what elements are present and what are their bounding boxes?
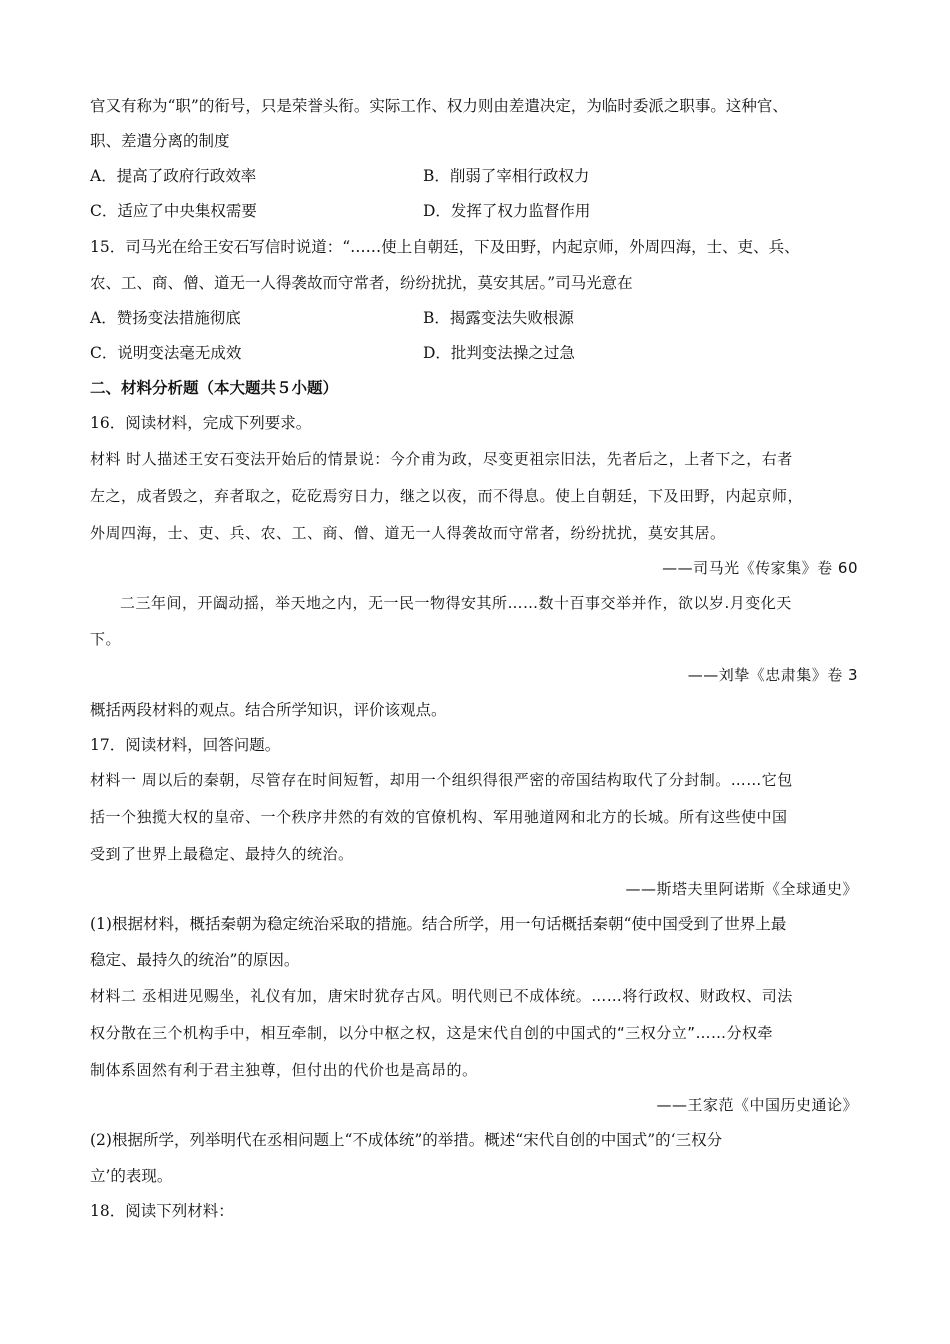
q17-material1-line3: 受到了世界上最稳定、最持久的统治。 <box>90 845 354 863</box>
q15-option-d: D．批判变法操之过急 <box>423 344 575 362</box>
q17-question2-line2: 立’的表现。 <box>90 1167 173 1185</box>
q16-task: 概括两段材料的观点。结合所学知识，评价该观点。 <box>90 701 447 719</box>
q15-option-a: A．赞扬变法措施彻底 <box>90 309 241 327</box>
q15-stem-line2: 农、工、商、僧、道无一人得袭故而守常者，纷纷扰扰，莫安其居。”司马光意在 <box>90 274 633 292</box>
q15-option-b: B．揭露变法失败根源 <box>423 309 574 327</box>
q16-material-line2: 左之，成者毁之，弃者取之，矻矻焉穷日力，继之以夜，而不得息。使上自朝廷，下及田野，内起京师， <box>90 487 804 505</box>
q17-question2-line1: (2)根据所学，列举明代在丞相问题上“不成体统”的举措。概述“宋代自创的中国式”的‘三权分 <box>90 1131 723 1149</box>
q18-stem: 18．阅读下列材料： <box>90 1202 234 1220</box>
q15-option-c: C．说明变法毫无成效 <box>90 344 242 362</box>
q16-material-line1: 材料 时人描述王安石变法开始后的情景说：今介甫为政，尽变更祖宗旧法，先者后之，上者下之，右者 <box>90 450 793 468</box>
q16-material2-line1: 二三年间，开阖动摇，举天地之内，无一民一物得安其所……数十百事交举并作，欲以岁.月变化天 <box>120 594 792 612</box>
q17-material2-line2: 权分散在三个机构手中，相互牵制，以分中枢之权，这是宋代自创的中国式的“三权分立”……分权牵 <box>90 1024 774 1042</box>
q16-source2: ——刘挚《忠肃集》卷 3 <box>687 666 858 684</box>
q17-material2-line1: 材料二 丞相进见赐坐，礼仪有加，唐宋时犹存古风。明代则已不成体统。……将行政权、财政权、司法 <box>90 987 793 1005</box>
q17-source1: ——斯塔夫里阿诺斯《全球通史》 <box>625 880 858 898</box>
q16-material2-line2: 下。 <box>90 630 122 648</box>
q14-option-d: D．发挥了权力监督作用 <box>423 202 591 220</box>
q15-stem-line1: 15．司马光在给王安石写信时说道：“……使上自朝廷，下及田野，内起京师，外周四海，士、吏、兵、 <box>90 238 800 256</box>
q14-stem-line2: 职、差遣分离的制度 <box>90 132 230 150</box>
q14-stem-line1: 官又有称为“职”的衔号，只是荣誉头衔。实际工作、权力则由差遣决定，为临时委派之职事。这种官、 <box>90 97 788 115</box>
q17-stem: 17．阅读材料，回答问题。 <box>90 736 281 754</box>
q16-source1: ——司马光《传家集》卷 60 <box>662 559 858 577</box>
q14-option-a: A．提高了政府行政效率 <box>90 167 257 185</box>
q17-material2-line3: 制体系固然有利于君主独尊，但付出的代价也是高昂的。 <box>90 1061 478 1079</box>
q14-option-c: C．适应了中央集权需要 <box>90 202 257 220</box>
q17-material1-line1: 材料一 周以后的秦朝，尽管存在时间短暂，却用一个组织得很严密的帝国结构取代了分封制。……它包 <box>90 771 793 789</box>
q16-material-line3: 外周四海，士、吏、兵、农、工、商、僧、道无一人得袭故而守常者，纷纷扰扰，莫安其居。 <box>90 524 726 542</box>
q14-option-b: B．削弱了宰相行政权力 <box>423 167 590 185</box>
section-heading: 二、材料分析题（本大题共５小题） <box>90 378 339 397</box>
q17-question1-line2: 稳定、最持久的统治”的原因。 <box>90 951 300 969</box>
q17-question1-line1: (1)根据材料，概括秦朝为稳定统治采取的措施。结合所学，用一句话概括秦朝“使中国受到了世界上最 <box>90 915 787 933</box>
q17-source2: ——王家范《中国历史通论》 <box>656 1096 858 1114</box>
q17-material1-line2: 括一个独揽大权的皇帝、一个秩序井然的有效的官僚机构、军用驰道网和北方的长城。所有这些使中国 <box>90 808 788 826</box>
q16-stem: 16．阅读材料，完成下列要求。 <box>90 414 312 432</box>
